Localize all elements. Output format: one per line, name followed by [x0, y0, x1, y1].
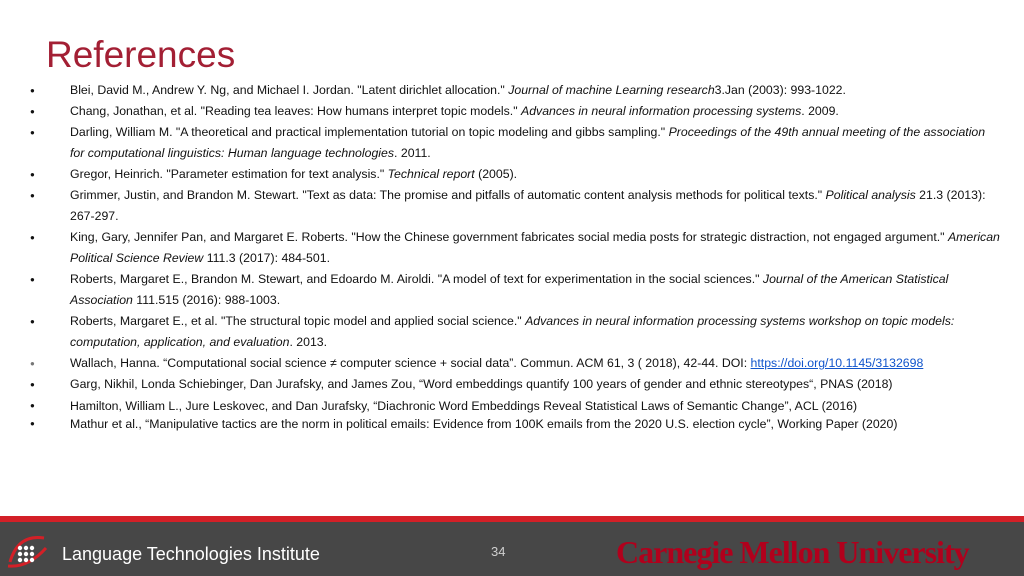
institute-name: Language Technologies Institute — [62, 544, 320, 564]
reference-details: (2005). — [474, 167, 518, 181]
reference-details: 21.3 (2013): 267-297. — [70, 188, 986, 223]
reference-text: Gregor, Heinrich. "Parameter estimation for text analysis." — [70, 167, 388, 181]
reference-venue: Technical report — [387, 167, 475, 181]
reference-details: . 2011. — [394, 146, 431, 160]
reference-item — [30, 185, 1000, 227]
reference-item — [30, 269, 1000, 311]
reference-item — [30, 374, 1000, 395]
reference-text: Chang, Jonathan, et al. "Reading tea leaves: How humans interpret topic models." — [70, 104, 521, 118]
reference-text: Wallach, Hanna. “Computational social science ≠ computer science + social data”. Commun. ACM 61, 3 ( 2018), 42-44. DOI: — [70, 356, 751, 370]
reference-item — [30, 311, 1000, 353]
slide-title: References — [46, 34, 236, 75]
reference-details: 111.3 (2017): 484-501. — [203, 251, 330, 265]
lti-logo-icon — [4, 528, 50, 572]
reference-text: King, Gary, Jennifer Pan, and Margaret E. Roberts. "How the Chinese government fabricates social media posts for strategic distraction, not engaged argument." — [70, 230, 948, 244]
reference-item — [30, 397, 1000, 415]
reference-text: Garg, Nikhil, Londa Schiebinger, Dan Jurafsky, and James Zou, “Word embeddings quantify 100 years of gender and ethnic stereotypes“, PNAS (2018) — [70, 377, 893, 391]
reference-text: Hamilton, William L., Jure Leskovec, and Dan Jurafsky, “Diachronic Word Embeddings Reveal Statistical Laws of Semantic Change”, ACL (2016) — [70, 399, 858, 413]
footer-bar — [0, 522, 1024, 576]
reference-venue: Advances in neural information processing systems — [521, 104, 802, 118]
page-number: 34 — [491, 544, 506, 559]
reference-item — [30, 101, 1000, 122]
reference-venue: Journal of machine Learning research — [508, 83, 715, 97]
reference-venue: Journal of the American Statistical Association — [70, 272, 949, 307]
reference-venue: American Political Science Review — [70, 230, 1000, 265]
reference-venue: Political analysis — [825, 188, 916, 202]
reference-details: 3.Jan (2003): 993-1022. — [714, 83, 846, 97]
reference-venue: Advances in neural information processing systems workshop on topic models: computation, application, and evaluation — [70, 314, 955, 349]
reference-text: Roberts, Margaret E., et al. "The structural topic model and applied social science." — [70, 314, 526, 328]
reference-details: 111.515 (2016): 988-1003. — [132, 293, 281, 307]
reference-item — [30, 80, 1000, 101]
reference-item — [30, 353, 1000, 374]
reference-item — [30, 415, 1000, 433]
reference-item — [30, 164, 1000, 185]
reference-item — [30, 122, 1000, 164]
reference-details: . 2009. — [801, 104, 839, 118]
references-list — [30, 80, 1000, 433]
reference-venue: Proceedings of the 49th annual meeting of the association for computational linguistics: Human language technologies — [70, 125, 986, 160]
reference-text: Roberts, Margaret E., Brandon M. Stewart, and Edoardo M. Airoldi. "A model of text for experimentation in the social sciences." — [70, 272, 763, 286]
reference-text: Mathur et al., “Manipulative tactics are the norm in political emails: Evidence from 100K emails from the 2020 U.S. election cycle”, Working Paper (2020) — [70, 417, 898, 431]
university-wordmark: Carnegie Mellon University — [616, 534, 969, 570]
reference-text: Blei, David M., Andrew Y. Ng, and Michael I. Jordan. "Latent dirichlet allocation." — [70, 83, 509, 97]
reference-details: . 2013. — [289, 335, 328, 349]
reference-item — [30, 227, 1000, 269]
reference-text: Grimmer, Justin, and Brandon M. Stewart. "Text as data: The promise and pitfalls of automatic content analysis methods for political texts." — [70, 188, 826, 202]
reference-text: Darling, William M. "A theoretical and practical implementation tutorial on topic modeling and gibbs sampling." — [70, 125, 669, 139]
doi-link[interactable]: https://doi.org/10.1145/3132698 — [750, 356, 924, 370]
